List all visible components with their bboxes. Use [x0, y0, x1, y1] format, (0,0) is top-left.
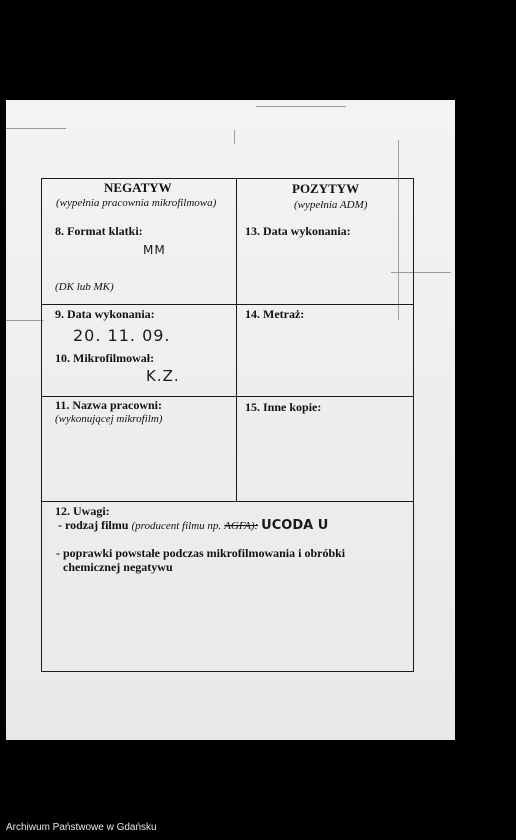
pozytyw-subtitle: (wypełnia ADM)	[294, 199, 368, 211]
archive-footer: Archiwum Państwowe w Gdańsku	[6, 822, 157, 833]
negatyw-subtitle: (wypełnia pracownia mikrofilmowa)	[56, 197, 217, 209]
film-type-hint: (producent filmu np.	[131, 520, 222, 532]
negatyw-date-value: 20. 11. 09.	[73, 326, 171, 345]
negatyw-title: NEGATYW	[104, 180, 172, 195]
lab-hint: (wykonującej mikrofilm)	[55, 413, 163, 425]
scan-artifact	[256, 106, 346, 107]
film-type-label: - rodzaj filmu	[58, 518, 129, 532]
metadata-form	[41, 178, 414, 672]
scan-artifact	[6, 128, 66, 129]
format-value: MM	[143, 243, 166, 257]
defects-line-1: - poprawki powstałe podczas mikrofilmowania i obróbki	[56, 546, 346, 560]
negatyw-date-label: 9. Data wykonania:	[55, 307, 155, 321]
film-type-struck: AGFA):	[224, 520, 259, 532]
microfilmed-value: K.Z.	[146, 367, 180, 385]
film-type-line	[58, 518, 328, 533]
pozytyw-title: POZYTYW	[292, 181, 360, 196]
copies-label: 15. Inne kopie:	[245, 400, 322, 414]
meter-label: 14. Metraż:	[245, 307, 305, 321]
format-label: 8. Format klatki:	[55, 224, 143, 238]
scan-artifact	[234, 130, 235, 144]
column-divider	[236, 179, 237, 502]
lab-label: 11. Nazwa pracowni:	[55, 398, 162, 412]
row-divider	[42, 501, 413, 502]
uwagi-label: 12. Uwagi:	[55, 504, 110, 518]
scan-artifact	[6, 320, 44, 321]
format-hint: (DK lub MK)	[55, 281, 114, 293]
row-divider	[42, 304, 413, 305]
microfilmed-label: 10. Mikrofilmował:	[55, 351, 155, 365]
row-divider	[42, 396, 413, 397]
pozytyw-date-label: 13. Data wykonania:	[245, 224, 351, 238]
film-type-value: UCODA U	[261, 518, 329, 533]
defects-line-2: chemicznej negatywu	[63, 560, 173, 574]
